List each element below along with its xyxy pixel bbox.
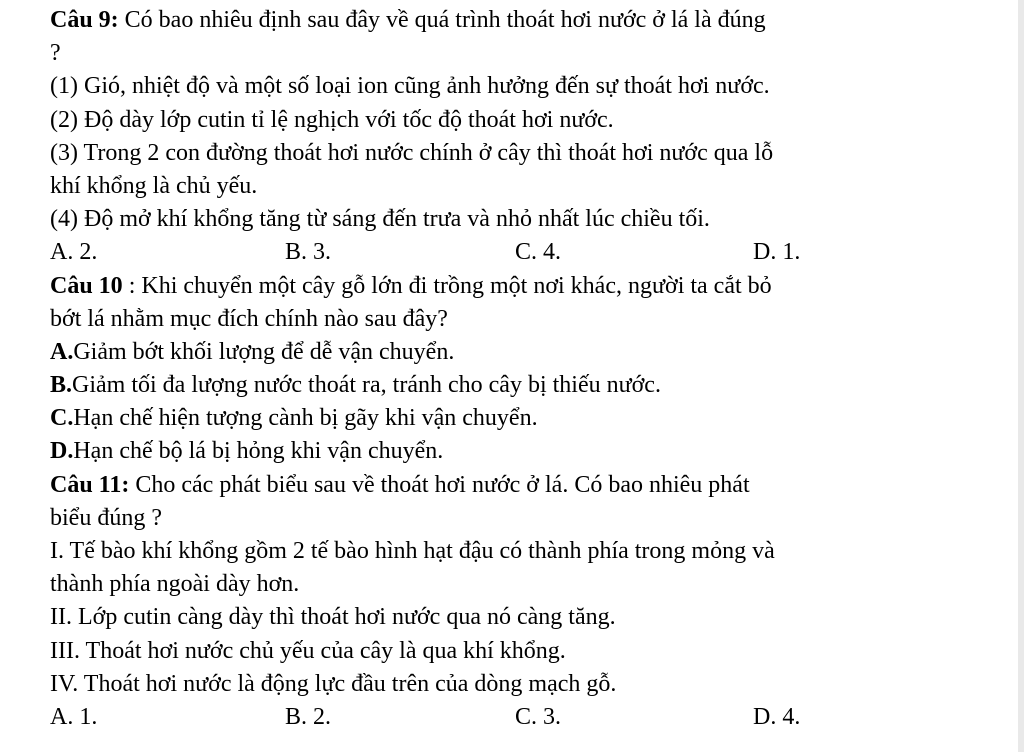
q9-option-d: D. 1. xyxy=(753,239,801,266)
q10-option-a-text: Giảm bớt khối lượng để dễ vận chuyển. xyxy=(73,338,455,365)
q11-stem-cont: biểu đúng ? xyxy=(50,504,162,531)
q9-statement-3-cont: khí khổng là chủ yếu. xyxy=(50,172,258,199)
q10-option-b xyxy=(0,369,1024,402)
q10-option-c xyxy=(0,402,1024,435)
q10-option-c-text: Hạn chế hiện tượng cành bị gãy khi vận chuyển. xyxy=(73,405,538,432)
q11-option-a: A. 1. xyxy=(50,703,98,730)
q9-options xyxy=(0,236,1024,269)
q11-stem xyxy=(0,469,1024,502)
q10-option-a-letter: A. xyxy=(50,338,74,365)
q9-statement-4: (4) Độ mở khí khổng tăng từ sáng đến trưa và nhỏ nhất lúc chiều tối. xyxy=(50,206,710,233)
q9-option-a: A. 2. xyxy=(50,239,98,266)
q11-option-b: B. 2. xyxy=(285,703,332,730)
q11-statement-1-cont: thành phía ngoài dày hơn. xyxy=(50,571,300,598)
q11-statement-3: III. Thoát hơi nước chủ yếu của cây là qua khí khổng. xyxy=(50,637,566,664)
q11-statement-1: I. Tế bào khí khổng gồm 2 tế bào hình hạt đậu có thành phía trong mỏng và xyxy=(50,538,775,564)
q10-option-d-text: Hạn chế bộ lá bị hỏng khi vận chuyển. xyxy=(73,438,444,465)
q10-label: Câu 10 xyxy=(50,272,123,299)
q10-option-b-text: Giảm tối đa lượng nước thoát ra, tránh cho cây bị thiếu nước. xyxy=(72,372,661,399)
q11-label: Câu 11: xyxy=(50,471,130,498)
q10-stem-text: : Khi chuyển một cây gỗ lớn đi trồng một nơi khác, người ta cắt bỏ xyxy=(122,272,772,299)
q9-stem xyxy=(0,4,1024,37)
q9-statement-1: (1) Gió, nhiệt độ và một số loại ion cũng ảnh hưởng đến sự thoát hơi nước. xyxy=(50,73,770,100)
q9-statement-2: (2) Độ dày lớp cutin tỉ lệ nghịch với tốc độ thoát hơi nước. xyxy=(50,106,614,133)
q9-stem-text: Có bao nhiêu định sau đây về quá trình thoát hơi nước ở lá là đúng xyxy=(118,7,766,33)
q9-stem-cont: ? xyxy=(50,40,61,67)
q10-option-c-letter: C. xyxy=(50,405,74,432)
q11-statement-4: IV. Thoát hơi nước là động lực đầu trên của dòng mạch gỗ. xyxy=(50,670,617,697)
q11-statement-2: II. Lớp cutin càng dày thì thoát hơi nước qua nó càng tăng. xyxy=(50,604,616,631)
q11-stem-text: Cho các phát biểu sau về thoát hơi nước ở lá. Có bao nhiêu phát xyxy=(129,471,750,498)
q10-stem-cont: bớt lá nhằm mục đích chính nào sau đây? xyxy=(50,305,448,332)
q10-option-d xyxy=(0,435,1024,468)
q10-option-d-letter: D. xyxy=(50,438,74,465)
q10-option-a xyxy=(0,336,1024,369)
q11-options xyxy=(0,701,1024,734)
q9-option-c: C. 4. xyxy=(515,239,562,266)
q10-stem xyxy=(0,270,1024,303)
page-edge-shadow xyxy=(1018,0,1024,752)
q11-option-c: C. 3. xyxy=(515,703,562,730)
q9-label: Câu 9: xyxy=(50,7,119,33)
q10-option-b-letter: B. xyxy=(50,372,73,399)
q11-option-d: D. 4. xyxy=(753,703,801,730)
q9-option-b: B. 3. xyxy=(285,239,332,266)
q9-statement-3: (3) Trong 2 con đường thoát hơi nước chính ở cây thì thoát hơi nước qua lỗ xyxy=(50,139,774,166)
